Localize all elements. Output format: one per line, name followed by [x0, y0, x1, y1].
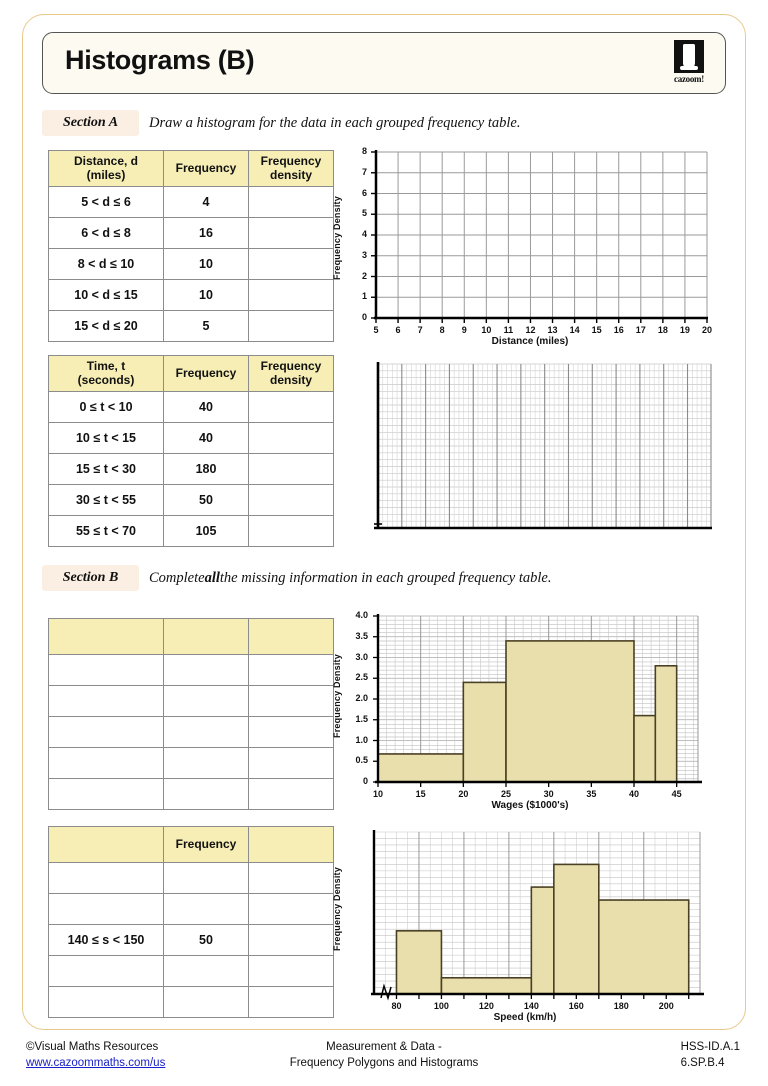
cell-interval[interactable] — [49, 686, 164, 717]
cell-interval[interactable] — [49, 779, 164, 810]
wages-histogram-svg — [330, 608, 730, 813]
logo-wordmark: cazoom! — [674, 74, 704, 84]
speed-histogram-svg — [330, 822, 730, 1027]
speed-xtick-80: 80 — [391, 1001, 402, 1011]
distance-xtick-7: 7 — [417, 325, 423, 335]
cell-interval: 55 ≤ t < 70 — [49, 516, 164, 547]
wages-xtick-35: 35 — [586, 789, 597, 799]
distance-ytick-3: 3 — [361, 249, 367, 260]
distance-xtick-11: 11 — [503, 325, 514, 335]
distance-ytick-5: 5 — [361, 208, 367, 219]
cell-density[interactable] — [249, 925, 334, 956]
cell-density[interactable] — [249, 987, 334, 1018]
footer-standard-code-2: 6.SP.B.4 — [680, 1056, 725, 1069]
table-row — [49, 686, 334, 717]
page-title: Histograms (B) — [65, 45, 255, 75]
wages-ytick-3.5: 3.5 — [355, 630, 368, 641]
header-distance: Distance, d (miles) — [49, 151, 164, 187]
table-row — [49, 925, 334, 956]
footer-topic-line1: Measurement & Data - — [326, 1041, 442, 1053]
wages-xtick-40: 40 — [628, 789, 639, 799]
cell-density[interactable] — [249, 655, 334, 686]
section-a-description — [149, 110, 520, 136]
wages-bar-4 — [634, 716, 655, 782]
cell-density[interactable] — [249, 516, 334, 547]
table-row — [49, 987, 334, 1018]
table-row — [49, 655, 334, 686]
distance-xtick-12: 12 — [525, 325, 536, 335]
cazoom-logo — [665, 40, 713, 88]
table-row — [49, 280, 334, 311]
wages-xtick-15: 15 — [415, 789, 426, 799]
cell-frequency: 10 — [164, 280, 249, 311]
cell-density[interactable] — [249, 956, 334, 987]
cazoom-vase-logo-icon — [674, 40, 704, 73]
distance-xtick-13: 13 — [547, 325, 558, 335]
cell-density[interactable] — [249, 686, 334, 717]
cell-frequency: 4 — [164, 187, 249, 218]
distance-grid-svg — [330, 148, 730, 348]
cell-frequency: 5 — [164, 311, 249, 342]
header-frequency: Frequency — [164, 356, 249, 392]
wages-xtick-25: 25 — [500, 789, 511, 799]
speed-xtick-200: 200 — [658, 1001, 674, 1011]
speed-xtick-100: 100 — [433, 1001, 449, 1011]
cell-frequency: 10 — [164, 249, 249, 280]
wages-bar-5 — [655, 666, 676, 782]
table-row — [49, 311, 334, 342]
speed-bar-4 — [554, 864, 599, 994]
distance-xtick-14: 14 — [569, 325, 580, 335]
distance-xtick-6: 6 — [395, 325, 401, 335]
wages-chart-xlabel: Wages ($1000's) — [491, 800, 569, 811]
distance-xtick-20: 20 — [701, 325, 712, 335]
distance-xtick-8: 8 — [439, 325, 445, 335]
distance-ytick-4: 4 — [361, 229, 367, 239]
cell-density[interactable] — [249, 280, 334, 311]
cell-frequency[interactable] — [164, 717, 249, 748]
wages-ytick-2.5: 2.5 — [355, 672, 368, 683]
wages-bar-1 — [378, 754, 463, 782]
cell-interval[interactable] — [49, 748, 164, 779]
wages-xtick-10: 10 — [372, 789, 383, 799]
wages-ytick-4.0: 4.0 — [355, 610, 368, 620]
distance-chart-ylabel: Frequency Density — [332, 196, 342, 280]
header-frequency-density[interactable] — [249, 619, 334, 655]
speed-xtick-160: 160 — [568, 1001, 584, 1011]
distance-chart-xlabel: Distance (miles) — [491, 336, 569, 347]
table-header-row — [49, 151, 334, 187]
cell-interval: 10 ≤ t < 15 — [49, 423, 164, 454]
cell-density[interactable] — [249, 249, 334, 280]
distance-xtick-17: 17 — [635, 325, 646, 335]
cell-density[interactable] — [249, 392, 334, 423]
footer-copyright: ©Visual Maths Resources — [26, 1041, 159, 1053]
cell-density[interactable] — [249, 863, 334, 894]
cell-interval[interactable] — [49, 655, 164, 686]
cell-frequency[interactable] — [164, 987, 249, 1018]
cell-interval: 6 < d ≤ 8 — [49, 218, 164, 249]
distance-xtick-16: 16 — [613, 325, 624, 335]
cell-frequency[interactable] — [164, 956, 249, 987]
cell-density[interactable] — [249, 485, 334, 516]
cell-frequency: 50 — [164, 925, 249, 956]
cell-frequency: 40 — [164, 423, 249, 454]
header-frequency: Frequency — [164, 827, 249, 863]
footer-topic-line2: Frequency Polygons and Histograms — [289, 1056, 479, 1069]
speed-histogram-chart — [330, 822, 730, 1027]
speed-xtick-180: 180 — [613, 1001, 629, 1011]
table-row — [49, 187, 334, 218]
cell-density[interactable] — [249, 423, 334, 454]
cell-interval: 10 < d ≤ 15 — [49, 280, 164, 311]
table-header-row — [49, 619, 334, 655]
wages-histogram-chart — [330, 608, 730, 813]
cell-density[interactable] — [249, 748, 334, 779]
cell-frequency[interactable] — [164, 779, 249, 810]
cell-interval[interactable] — [49, 717, 164, 748]
section-b-desc-bold: all — [204, 569, 220, 586]
table-row — [49, 894, 334, 925]
section-b-desc-post: the missing information in each grouped frequency table. — [219, 569, 552, 586]
distance-xtick-9: 9 — [461, 325, 467, 335]
cell-interval: 8 < d ≤ 10 — [49, 249, 164, 280]
cell-frequency: 180 — [164, 454, 249, 485]
table-row — [49, 748, 334, 779]
distance-xtick-18: 18 — [657, 325, 668, 335]
cell-interval[interactable] — [49, 987, 164, 1018]
table-row — [49, 717, 334, 748]
distance-grid-chart — [330, 148, 730, 348]
cell-interval: 15 ≤ t < 30 — [49, 454, 164, 485]
distance-ytick-6: 6 — [361, 187, 367, 198]
cell-frequency: 105 — [164, 516, 249, 547]
table-row — [49, 516, 334, 547]
distance-table — [48, 150, 334, 342]
table-row — [49, 392, 334, 423]
wages-xtick-20: 20 — [458, 789, 469, 799]
speed-chart-xlabel: Speed (km/h) — [493, 1012, 557, 1023]
header-frequency-density: Frequency density — [249, 151, 334, 187]
wages-xtick-45: 45 — [671, 789, 682, 799]
cell-interval: 140 ≤ s < 150 — [49, 925, 164, 956]
distance-xtick-10: 10 — [481, 325, 492, 335]
header-frequency-density[interactable] — [249, 827, 334, 863]
wages-ytick-1.5: 1.5 — [355, 713, 368, 724]
section-b-tag: Section B — [42, 565, 139, 591]
header-interval[interactable] — [49, 619, 164, 655]
speed-bar-1 — [396, 931, 441, 994]
header-time: Time, t (seconds) — [49, 356, 164, 392]
footer-right — [681, 1040, 740, 1071]
table-row — [49, 454, 334, 485]
table-row — [49, 423, 334, 454]
time-grid-svg — [370, 360, 720, 540]
distance-xtick-19: 19 — [679, 325, 690, 335]
section-b-desc-pre: Complete — [149, 569, 205, 586]
speed-xtick-140: 140 — [523, 1001, 539, 1011]
table-row — [49, 779, 334, 810]
distance-ytick-8: 8 — [361, 146, 367, 156]
wages-ytick-2.0: 2.0 — [355, 693, 368, 703]
wages-ytick-1.0: 1.0 — [355, 734, 368, 745]
section-a-desc-text: Draw a histogram for the data in each grouped frequency table. — [149, 114, 521, 131]
speed-bar-3 — [531, 887, 553, 994]
title-box — [42, 32, 726, 94]
cell-interval: 30 ≤ t < 55 — [49, 485, 164, 516]
wages-chart-ylabel: Frequency Density — [332, 654, 342, 738]
footer-standard-code-1: HSS-ID.A.1 — [680, 1041, 740, 1053]
wages-ytick-0.5: 0.5 — [355, 755, 368, 766]
speed-bar-5 — [599, 900, 689, 994]
header-interval[interactable] — [49, 827, 164, 863]
cell-density[interactable] — [249, 218, 334, 249]
cell-density[interactable] — [249, 717, 334, 748]
table-row — [49, 863, 334, 894]
table-header-row — [49, 827, 334, 863]
table-row — [49, 249, 334, 280]
table-header-row — [49, 356, 334, 392]
table-row — [49, 485, 334, 516]
speed-bar-2 — [441, 978, 531, 994]
cell-density[interactable] — [249, 894, 334, 925]
distance-ytick-7: 7 — [361, 166, 367, 177]
cell-interval: 15 < d ≤ 20 — [49, 311, 164, 342]
header-frequency: Frequency — [164, 151, 249, 187]
wages-bar-2 — [463, 682, 506, 782]
speed-xtick-120: 120 — [478, 1001, 494, 1011]
table-row — [49, 956, 334, 987]
distance-ytick-0: 0 — [361, 312, 367, 322]
distance-xtick-5: 5 — [373, 325, 379, 335]
cell-density[interactable] — [249, 454, 334, 485]
cell-interval[interactable] — [49, 863, 164, 894]
cell-density[interactable] — [249, 187, 334, 218]
cell-frequency[interactable] — [164, 655, 249, 686]
cell-interval[interactable] — [49, 956, 164, 987]
wages-bar-3 — [506, 641, 634, 782]
wages-ytick-0: 0 — [362, 776, 368, 786]
cell-interval: 5 < d ≤ 6 — [49, 187, 164, 218]
distance-ytick-2: 2 — [361, 270, 367, 281]
footer-center — [0, 1040, 768, 1071]
cell-interval: 0 ≤ t < 10 — [49, 392, 164, 423]
header-frequency-density: Frequency density — [249, 356, 334, 392]
section-b-bar — [42, 565, 702, 591]
cell-density[interactable] — [249, 311, 334, 342]
section-a-bar — [42, 110, 702, 136]
cell-frequency[interactable] — [164, 863, 249, 894]
distance-ytick-1: 1 — [361, 291, 367, 302]
wages-table — [48, 618, 334, 810]
cell-frequency[interactable] — [164, 748, 249, 779]
cell-frequency: 16 — [164, 218, 249, 249]
speed-chart-ylabel: Frequency Density — [332, 867, 342, 952]
cell-frequency: 50 — [164, 485, 249, 516]
wages-xtick-30: 30 — [543, 789, 554, 799]
cell-density[interactable] — [249, 779, 334, 810]
cell-frequency: 40 — [164, 392, 249, 423]
wages-ytick-3.0: 3.0 — [355, 651, 368, 662]
cell-frequency[interactable] — [164, 686, 249, 717]
time-table — [48, 355, 334, 547]
header-frequency[interactable] — [164, 619, 249, 655]
speed-table — [48, 826, 334, 1018]
cell-frequency[interactable] — [164, 894, 249, 925]
distance-xtick-15: 15 — [591, 325, 602, 335]
section-a-tag: Section A — [42, 110, 139, 136]
footer-website-link[interactable]: www.cazoommaths.com/us — [26, 1056, 166, 1069]
table-row — [49, 218, 334, 249]
section-b-description — [149, 565, 551, 591]
cell-interval[interactable] — [49, 894, 164, 925]
time-grid-chart — [370, 360, 720, 540]
